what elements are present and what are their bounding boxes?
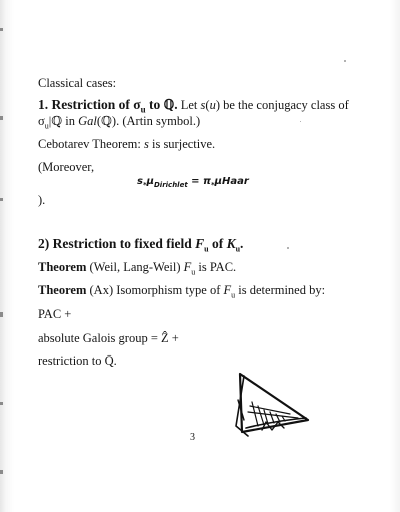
section-2-heading: 2) Restriction to fixed field $F_u$ of $K_u$. bbox=[38, 236, 244, 254]
scan-speck bbox=[300, 121, 301, 122]
theorem-ax: Theorem (Ax) Isomorphism type of $F_u$ is determined by: bbox=[38, 283, 326, 300]
section-1-heading: 1. Restriction of $\sigma_u$ to ℚ. bbox=[38, 97, 178, 115]
page-number: 3 bbox=[190, 432, 195, 443]
scan-margin-mark bbox=[0, 402, 3, 405]
restriction-line: restriction to Q̄. bbox=[38, 354, 117, 368]
scan-margin-mark bbox=[0, 312, 3, 317]
section-1-line-2: $\sigma_u|ℚ$ in Gal(ℚ). (Artin symbol.) bbox=[38, 114, 201, 131]
handdrawn-triangle-sketch bbox=[232, 370, 322, 440]
galois-line: absolute Galois group = Ẑ + bbox=[38, 331, 179, 345]
section-1-line-1: 1. Restriction of $\sigma_u$ to ℚ. Let s(u) be the conjugacy class of bbox=[38, 97, 349, 115]
scan-margin-mark bbox=[0, 198, 3, 201]
scan-speck bbox=[287, 247, 289, 249]
dirichlet-haar-formula: $s_*\mu_{Dirichlet}$ = $\pi_*\mu Haar$ bbox=[137, 176, 249, 189]
scan-speck bbox=[344, 60, 346, 62]
scan-margin-mark bbox=[0, 116, 3, 120]
intro-text: Classical cases: bbox=[38, 76, 117, 90]
close-paren: ). bbox=[38, 193, 46, 207]
cebotarev-theorem: Cebotarev Theorem: s is surjective. bbox=[38, 137, 216, 151]
moreover-text: (Moreover, bbox=[38, 160, 95, 174]
pac-line: PAC + bbox=[38, 307, 72, 321]
theorem-weil: Theorem (Weil, Lang-Weil) $F_u$ is PAC. bbox=[38, 260, 237, 277]
theorem-label: Theorem bbox=[38, 260, 87, 274]
scan-margin-mark bbox=[0, 470, 3, 474]
scan-margin-mark bbox=[0, 28, 3, 31]
theorem-label: Theorem bbox=[38, 283, 87, 297]
